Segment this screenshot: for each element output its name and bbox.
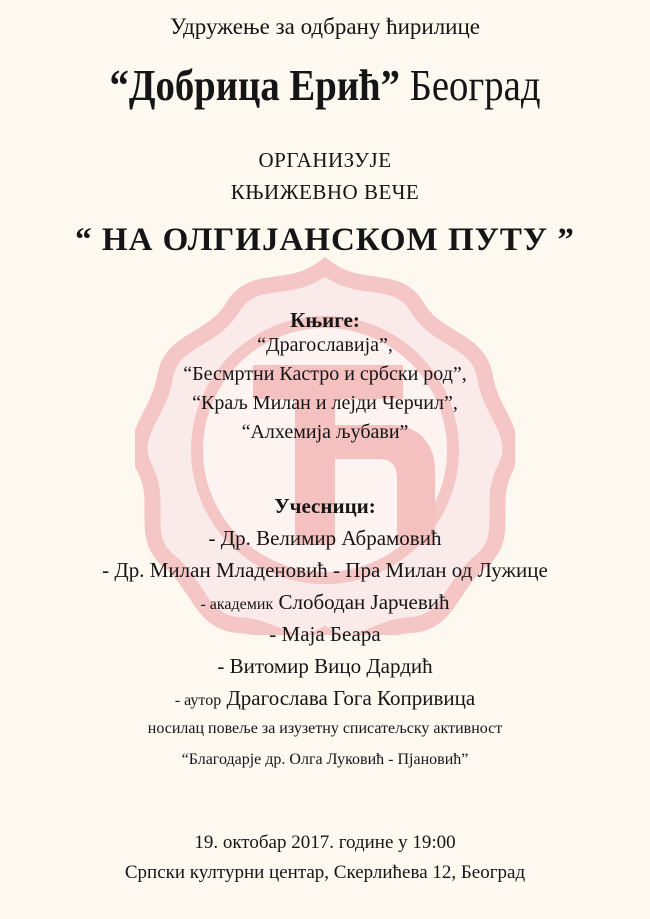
participant-item [0, 654, 650, 679]
association-quoted-name: “Добрица Ерић” [109, 61, 400, 110]
participant-item [0, 526, 650, 551]
event-type: КЊИЖЕВНО ВЕЧЕ [230, 180, 420, 204]
award-description: носилац повеље за изузетну списатељску активност [147, 720, 503, 737]
participant-name: Драгослава Гога Копривица [226, 686, 476, 710]
participant-item [0, 686, 650, 711]
event-date: 19. октобар 2017. године у 19:00 [194, 832, 456, 853]
participant-name: - Витомир Вицо Дардић [217, 654, 433, 678]
association-city: Београд [409, 61, 541, 110]
event-title: “ НА ОЛГИЈАНСКОМ ПУТУ ” [75, 222, 575, 258]
participant-name: - Маја Беара [269, 622, 381, 646]
participant-item [0, 558, 650, 583]
participant-item [0, 622, 650, 647]
association-title [39, 60, 611, 111]
organizes-label: ОРГАНИЗУЈЕ [258, 148, 392, 172]
event-venue: Српски културни центар, Скерлићева 12, Београд [124, 862, 526, 883]
participant-name: Слободан Јарчевић [278, 590, 450, 614]
participant-item [0, 590, 650, 615]
participant-name: - Др. Велимир Абрамовић [208, 526, 442, 550]
association-name: Удружење за одбрану ћирилице [169, 14, 481, 39]
award-name: “Благодарје др. Олга Луковић - Пјановић” [181, 751, 469, 768]
participant-role: - аутор [174, 692, 222, 709]
book-item: “Краљ Милан и леjди Черчил”, [192, 392, 458, 414]
participant-name: - Др. Милан Младеновић - Пра Милан од Лужице [102, 558, 548, 582]
book-item: “Бесмртни Кастро и србски род”, [183, 363, 467, 385]
book-item: “Алхемија љубави” [241, 421, 409, 443]
participants-heading: Учесници: [274, 494, 376, 518]
participant-role: - академик [200, 596, 274, 613]
book-item: “Драгославија”, [257, 334, 393, 356]
books-heading: Књиге: [290, 308, 360, 332]
